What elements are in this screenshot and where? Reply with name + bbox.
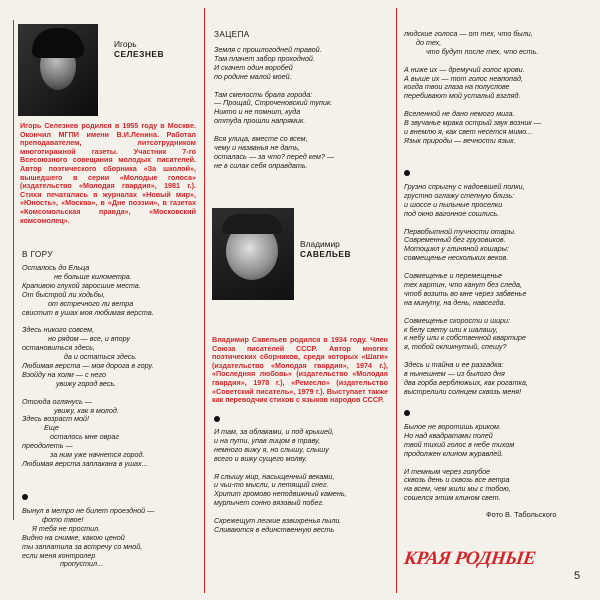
author2-last-name: САВЕЛЬЕВ [300,248,352,259]
poem2-text: Земля с прошлогодней травой. Там плачет забор проходной. И скачет один воробей по родине малой моей. Там смелость брала города: — Прощай, Строченовский тупик. Никто и не помнит, куда оттуда прошли напрямик. Вся улица, вместе со всем, чему и названья не дать, осталась — за что? перед кем? — не в силах себя оправдать. [214,45,335,170]
author2-bio: Владимир Савельев родился в 1934 году. Член Союза писателей СССР. Автор многих поэтических сборников, среди которых «Шаги» (издательство «Молодая гвардия», 1974 г.), «Последняя любовь» (издательство «Молодая гвардия», 1978 г.), «Ремесло» (издательство «Советский писатель», 1979 г.). Выступает также как переводчик стихов с языков народов СССР. [212,335,388,405]
author1-name [114,40,164,59]
col3-text2: Грузно спрыгну с надоевшей полки, грустно оглажу степную близь: и шоссе и пыльные проселки под окно вагонное сошлись. Первобытной тучности отары. Современный бег грузовиков. Мотоцикл у глиняной кошары: совмещенье нескольких веков. Совмещенье и перемещенье тех картин, что канут без следа, чтоб возить во мне через забвенье на минуту, на день, навсегда. Совмещенье скорости и шири: к белу свету или к шалашу, к небу или к собственной квартире я, тобой окликнутый, спешу? Здесь и тайна и ее разгадка: в нынешнем — из былого дня два горба верблюжьих, как рогатка, выстрелили солнцем сквозь меня! [404,182,528,396]
author2-first-name: Владимир [300,239,340,249]
author2-hair [222,214,282,234]
author1-photo [18,24,98,116]
author1-hair [32,28,84,58]
section-bullet [22,494,28,500]
author1-first-name: Игорь [114,39,137,49]
left-margin-rule [13,20,14,520]
poem1-title: В ГОРУ [22,250,53,259]
author2-name [300,240,351,259]
col3-text3: Былое не воротишь криком. Но над квадратами полей твой тихий голос в небе тихом продолжен клином журавлей. И темным через голубое сквозь день и сквозь все ветра на всем, чем жили мы с тобою, сошелся этим клином свет. [404,422,515,503]
section-bullet [214,416,220,422]
author1-bio: Игорь Селезнев родился в 1955 году в Москве. Окончил МГПИ имени В.И.Ленина. Работал преподавателем, литсотрудником многотиражной газеты. Участник 7-го Всесоюзного совещания молодых писателей. Автор поэтического сборника «За школой», вышедшего в серии «Молодые голоса» (издательство «Молодая гвардия», 1981 г.). Стихи печатались в журналах «Новый мир», «Юность», «Москва», в «Дне поэзии», в газетах «Комсомольская правда», «Московский комсомолец». [20,121,196,225]
poem2-title: ЗАЦЕПА [214,30,250,39]
photo-credit: Фото В. Табольского [486,510,557,519]
section-brand-title: КРАЯ РОДНЫЕ [402,548,537,569]
page-number: 5 [574,570,581,582]
author1-last-name: СЕЛЕЗНЕВ [114,48,165,59]
col3-text1: людские голоса — от тех, что были, до тех, что будут после тех, что есть. А ниже их — дремучий голос крови. А выше их — тот голос невпопад, когда твои глаза на полуслове перебивают мой усталый взгляд. Вселенной не дано немого мига. В звучанье мрака острый звук возник — и внемлю я, как свет несется мимо... Язык природы — вечности язык. [404,29,541,145]
section-bullet [404,170,410,176]
poem1-text2: Вынул в метро не билет проездной — фото твое! Я тебя не простил. Видно на снимке, какою ценой ты заплатила за встречу со мной, если меня контролер пропустил... [22,506,155,569]
column-separator-1 [204,8,205,593]
poem1-text: Осталось до Ельца не больше километра. Крапивою глухой заросшие места. От быстрой ли ходьбы, от встречного ли ветра свистит в ушах моя любимая верста. Здесь никого совсем, но рядом — все, и впору остановиться здесь, да и остаться здесь. Любимая верста — моя дорога в гору. Взойду на холм — с него увижу город весь. Отсюда оглянусь — увижу, как я молод. Здесь возраст мой! Еще осталось мне овраг преодолеть — за ним уже начнется город. Любимая верста заплакана в ушах... [22,263,154,468]
column-separator-2 [396,8,397,593]
section-bullet [404,410,410,416]
poem3-text: И там, за облаками, и под крышей, и на пути, упав лицом в траву, немного вижу я, но слышу, слышу всего и вижу сущего молву. Я слышу мир, насыщенный веками, и чьи-то мысли, и летящий снег. Хрипит громово неподвижный камень, мурлычет сонно вязовый побег. Скрежещут легкие взвихренья пыли. Сливаются в единственную весть [214,427,347,534]
author2-photo [212,208,294,300]
